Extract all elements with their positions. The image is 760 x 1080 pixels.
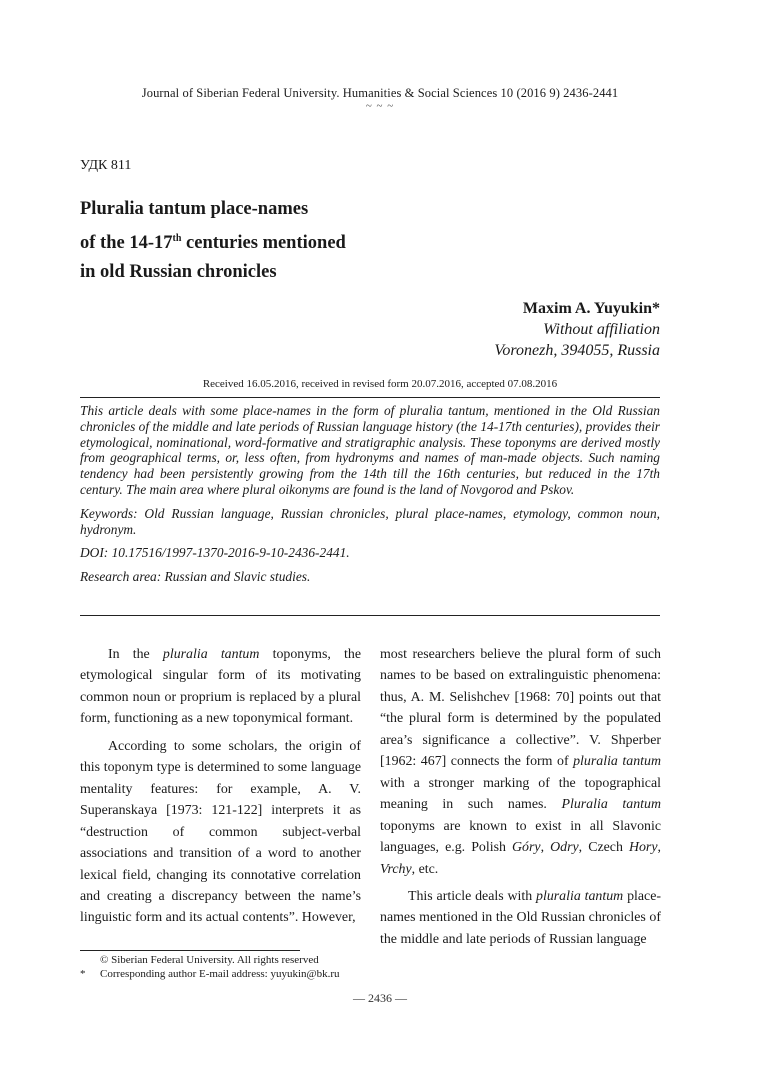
footnote-corresponding	[80, 967, 340, 981]
paragraph-3: most researchers believe the plural form of such names to be based on extralinguistic phenomena: thus, A. M. Selishchev [1968: 70] points out that “the plural form is determined by the populated area’s significance a collective”. V. Shperber [1962: 467] connects the form of pluralia tantum with a stronger marking of the topographical meaning in such names. Pluralia tantum toponyms are known to exist in all Slavonic languages, e.g. Polish Góry, Odry, Czech Hory, Vrchy, etc.	[380, 647, 661, 877]
body-column-right	[380, 644, 661, 950]
received-dates: Received 16.05.2016, received in revised form 20.07.2016, accepted 07.08.2016	[202, 378, 558, 390]
footnote-copyright	[80, 953, 319, 967]
article-title	[80, 195, 500, 287]
header-ornament: ~ ~ ~	[365, 100, 395, 112]
journal-header: Journal of Siberian Federal University. Humanities & Social Sciences 10 (2016 9) 2436-2441	[141, 86, 619, 100]
udk-code: УДК 811	[80, 158, 132, 173]
page-number: — 2436 —	[353, 991, 407, 1005]
author-block	[494, 298, 660, 361]
footnote-rule	[80, 950, 300, 951]
paragraph-1: In the pluralia tantum toponyms, the etymological singular form of its motivating common noun or proprium is replaced by a plural form, functioning as a new toponymical formant.	[80, 647, 361, 727]
abstract-block	[80, 403, 660, 593]
paragraph-4: This article deals with pluralia tantum place-names mentioned in the Old Russian chronicles of the middle and late periods of Russian language	[380, 888, 661, 947]
author-name: Maxim A. Yuyukin*	[522, 300, 660, 317]
title-superscript: th	[172, 233, 182, 244]
copyright-text: © Siberian Federal University. All rights reserved	[100, 954, 319, 966]
author-location: Voronezh, 394055, Russia	[494, 342, 660, 359]
paragraph-2: According to some scholars, the origin of this toponym type is determined to some language mentality features: for example, A. V. Superanskaya [1973: 121-122] interprets it as “destruction of common subject-verbal associations and transition of a word to another lexical field, changing its connotative correlation and creating a discrepancy between the name’s linguistic form and its actual contents”. However,	[80, 738, 361, 926]
title-line-2-pre: of the 14-17	[80, 233, 173, 254]
author-affiliation: Without affiliation	[543, 321, 660, 338]
footnote-star: *	[80, 968, 86, 980]
title-line-3: in old Russian chronicles	[80, 262, 277, 283]
abstract-top-rule	[80, 397, 660, 398]
abstract-text: This article deals with some place-names in the form of pluralia tantum, mentioned in the Old Russian chronicles of the middle and late periods of Russian language history (the 14-17th centuries), provides their etymological, nominational, word-formative and stratigraphic analysis. These toponyms are derived mostly from geographical terms, or, less often, from hydronyms and names of man-made objects. Such naming tendency had been persistently growing from the 14th till the 16th centuries, but reduced in the 17th century. The main area where plural oikonyms are found is the land of Novgorod and Pskov.	[80, 403, 660, 497]
keywords: Keywords: Old Russian language, Russian chronicles, plural place-names, etymology, common noun, hydronym.	[80, 505, 660, 537]
doi: DOI: 10.17516/1997-1370-2016-9-10-2436-2441.	[80, 545, 350, 561]
body-column-left	[80, 644, 361, 929]
corresponding-text: Corresponding author E-mail address: yuyukin@bk.ru	[100, 968, 340, 980]
title-line-2-post: centuries mentioned	[181, 233, 346, 254]
research-area: Research area: Russian and Slavic studies.	[80, 569, 311, 585]
title-line-2	[80, 224, 500, 258]
title-line-1: Pluralia tantum place-names	[80, 199, 309, 219]
abstract-bottom-rule	[80, 615, 660, 616]
